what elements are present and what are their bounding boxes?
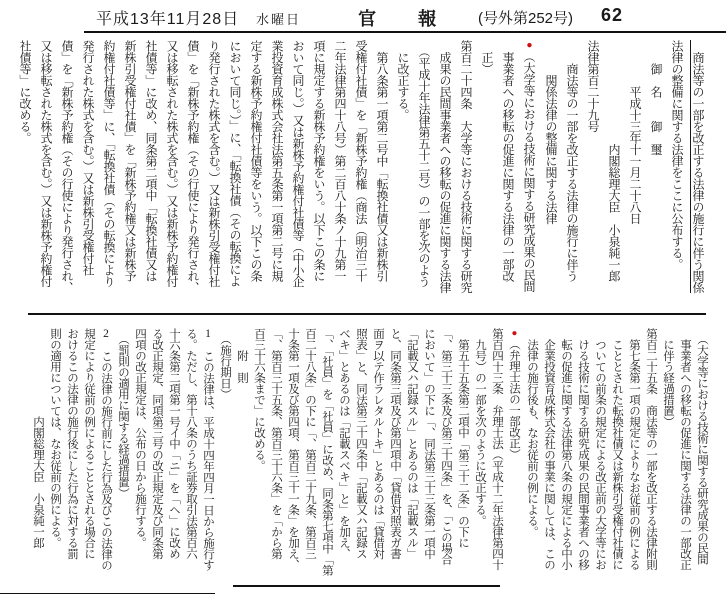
column-text: （施行期日） [219,328,231,400]
text-column [284,328,301,586]
text-column [131,328,148,586]
column-text: 業投資育成株式会社法第五条第一項第二号に規 [270,40,284,282]
text-column [471,328,488,586]
text-column [165,328,182,586]
column-text: ける技術に関する研究成果の民間事業者への移 [577,328,589,570]
column-text: において同じ。）」に、「転換社債（その転換によ [228,40,242,287]
column-text: ついての前条の規定による改正前の大学等にお [594,328,606,570]
column-text: 又は移転された株式を含む。）又は新株予約権付 [39,40,53,287]
column-text: る改正規定、同項第三号の改正規定及び同条第 [151,328,163,559]
column-text: 四項の改正規定は、公布の日から施行する。 [134,328,146,548]
column-text: に改正する。 [396,40,410,121]
text-column [437,328,454,586]
text-column [14,40,35,312]
column-text: り発行された株式を含む。）又は新株引受権付社 [207,40,221,287]
lower-text-block [29,328,710,586]
column-text: 社債等」に改める。 [18,40,32,144]
text-column [557,328,574,586]
text-column [97,328,114,586]
text-column [182,328,199,586]
text-column [455,40,476,312]
column-text: （大学等における技術に関する研究成果の民間 [522,50,536,292]
text-column [676,328,693,586]
column-text: 御 名 御 璽 [649,40,663,155]
text-column [352,328,369,586]
column-text: 「、第百三十五条、第百三十六条」を「から第 [270,328,282,559]
text-column [148,328,165,586]
section-divider-rule [28,313,706,315]
text-column [46,328,63,586]
column-text: おいて同じ。）又は新株予約権付社債等（中小企 [291,40,305,287]
column-text: 第七条第一項の規定によりなお従前の例による [628,328,640,570]
text-column [497,40,518,312]
column-text: こととされた転換社債又は新株引受権付社債に [611,328,623,570]
text-column [608,328,625,586]
column-text: 事業者への移転の促進に関する法律の一部改正 [679,328,691,570]
text-column [505,328,523,586]
column-text: 2 この法律の施行前にした行為及びこの法律の [100,328,112,571]
column-text: 債」を「新株予約権（その行使により発行され、 [60,40,74,293]
column-text: 平成十三年十一月二十八日 [628,40,642,224]
text-column [267,328,284,586]
column-text: 商法等の一部を改正する法律の施行に伴う [565,40,579,282]
column-text: 1 この法律は、平成十四年四月一日から施行す [202,328,214,571]
column-text: 関係法律の整備に関する法律 [544,40,558,224]
column-text: 第百四十三条 弁理士法（平成十二年法律第四十 [491,328,503,570]
text-column [335,328,352,586]
column-text: 転の促進に関する法律第八条の規定による中小 [560,328,572,570]
text-column [119,40,140,312]
text-column [625,328,642,586]
column-text: （大学等における技術に関する研究成果の民間 [696,328,708,565]
column-text: 社債等」に改め、同条第二項中「転換社債又は [144,40,158,282]
text-column [403,328,420,586]
column-text: 項に規定する新株予約権をいう。以下この条に [312,40,326,282]
upper-text-block [14,40,708,312]
text-column [582,40,603,312]
column-text: 企業投資育成株式会社の事業に関しては、この [543,328,555,570]
text-column [666,40,687,312]
text-column [29,328,46,586]
column-text: 又は移転された株式を含む。）又は新株予約権付 [165,40,179,287]
text-column [35,40,56,312]
column-text: 九号）の一部を次のように改正する。 [474,328,486,526]
column-text: おけるこの法律の施行後にした行為に対する罰 [66,328,78,559]
column-text: において」の下に「、同法第三十三条第一項中 [423,328,435,559]
column-text: 百二十八条」の下に「、第百二十九条、第百三 [304,328,316,559]
column-text: 定する新株予約権付社債等をいう。以下この条 [249,40,263,282]
column-text: 第百二十四条 大学等における技術に関する研究 [459,40,473,293]
header-issue-number: (号外第252号) [478,10,574,27]
page-number: 62 [601,5,624,25]
column-text: 新株引受権付社債」を「新株予約権又は新株予 [123,40,137,282]
lower-boundary-rule-left [0,593,215,594]
column-text: る。ただし、第十八条のうち証券取引法第百六 [185,328,197,559]
publication-title: 官 報 [358,9,438,29]
text-column [329,40,350,312]
header-date: 平成13年11月28日 [96,11,240,28]
column-text: 「記載又ハ記録スル」とあるのは「記載スル」 [406,328,418,559]
text-column [182,40,203,312]
column-text: 発行された株式を含む。）又は新株引受権付社 [81,40,95,276]
text-column [392,40,413,312]
red-dot-marker: ● [524,40,535,51]
text-column [540,40,561,312]
text-column [561,40,582,312]
column-text: 附 則 [236,328,248,383]
column-text: 内閣総理大臣 小泉純一郎 [607,40,621,282]
text-column [476,40,497,312]
column-text: に伴う経過措置） [662,328,674,427]
text-column [350,40,371,312]
column-text: 第八条第一項第二号中「転換社債又は新株引 [375,40,389,282]
text-column [301,328,318,586]
text-column [591,328,608,586]
column-text: 法律第百二十九号 [586,40,600,132]
text-column [518,40,540,312]
column-text: 債」を「新株予約権（その行使により発行され、 [186,40,200,293]
column-text: （平成十年法律第五十二号）の一部を次のよう [417,40,431,287]
text-column [624,40,645,312]
column-text: 「、「社員」を「社員」に改め、同条第七項中「第 [321,328,333,576]
column-text: 内閣総理大臣 小泉純一郎 [32,328,44,548]
column-text: 百三十六条まで」に改める。 [253,328,265,471]
text-column [56,40,77,312]
column-text: 十条第一項及び第四項、第百三十一条」を加え、 [287,328,299,570]
text-column [574,328,591,586]
column-text: 法律の整備に関する法律をここに公布する。 [670,40,684,270]
column-text: 商法等の一部を改正する法律の施行に伴う関係 [691,40,705,293]
column-text: 面ヲ以テ作ラレタルトキ」とあるのは「貸借対 [372,328,384,559]
text-column [114,328,131,586]
text-column [371,40,392,312]
column-text: 規定により従前の例によることとされる場合に [83,328,95,559]
column-text: 則の適用については、なお従前の例による。 [49,328,61,548]
text-column [642,328,659,586]
text-column [98,40,119,312]
column-text: 二年法律第四十八号）第二百八十条ノ十九第一 [333,40,347,282]
text-column [266,40,287,312]
header-weekday: 水曜日 [256,12,302,27]
text-column [488,328,505,586]
column-text: 第五十五条第二項中「第三十二条」の下に [457,328,469,548]
column-text: 約権付社債等」に、「転換社債（その転換により [102,40,116,287]
column-text: 「、第三十三条及び第三十四条」を、「この場合 [440,328,452,565]
column-text: 事業者への移転の促進に関する法律の一部改 [501,40,515,282]
column-text: 正） [480,40,494,75]
text-column [216,328,233,586]
column-text: 成果の民間事業者への移転の促進に関する法律 [438,40,452,293]
text-column [420,328,437,586]
column-text: 照表」と、同法第三十四条中「記載又ハ記録ス [355,328,367,559]
text-column [161,40,182,312]
text-column [659,328,676,586]
text-column [603,40,624,312]
text-column [287,40,308,312]
column-text: （罰則の適用に関する経過措置） [117,328,129,499]
text-column [63,328,80,586]
column-text: 十六条第二項第一号イ中「ニ」を「ヘ」に改め [168,328,180,559]
column-text: と、同条第三項及び第四項中「貸借対照表ガ書 [389,328,401,559]
column-text: 受権付社債」を「新株予約権（商法（明治三十 [354,40,368,282]
text-column [80,328,97,586]
header-rule [84,31,726,33]
text-column [386,328,403,586]
column-text: 第百二十五条 商法等の一部を改正する法律附則 [645,328,657,570]
text-column [645,40,666,312]
text-column [318,328,335,586]
text-column [540,328,557,586]
column-text: （弁理士法の一部改正） [508,338,520,460]
text-column [199,328,216,586]
text-column [523,328,540,586]
column-text: ベキ」とあるのは「記載スベキ」と」を加え、 [338,328,350,559]
text-column [203,40,224,312]
text-column [233,328,250,586]
text-column [434,40,455,312]
text-column [308,40,329,312]
column-text: 法律の施行後も、なお従前の例による。 [526,328,538,537]
lower-boundary-rule-center [233,585,500,587]
text-column [454,328,471,586]
red-dot-marker: ● [509,328,520,339]
text-column [413,40,434,312]
text-column [224,40,245,312]
text-column [245,40,266,312]
text-column [369,328,386,586]
page-header [0,0,726,31]
text-column [140,40,161,312]
text-column [250,328,267,586]
text-column [77,40,98,312]
text-column [687,40,708,312]
text-column [693,328,710,586]
